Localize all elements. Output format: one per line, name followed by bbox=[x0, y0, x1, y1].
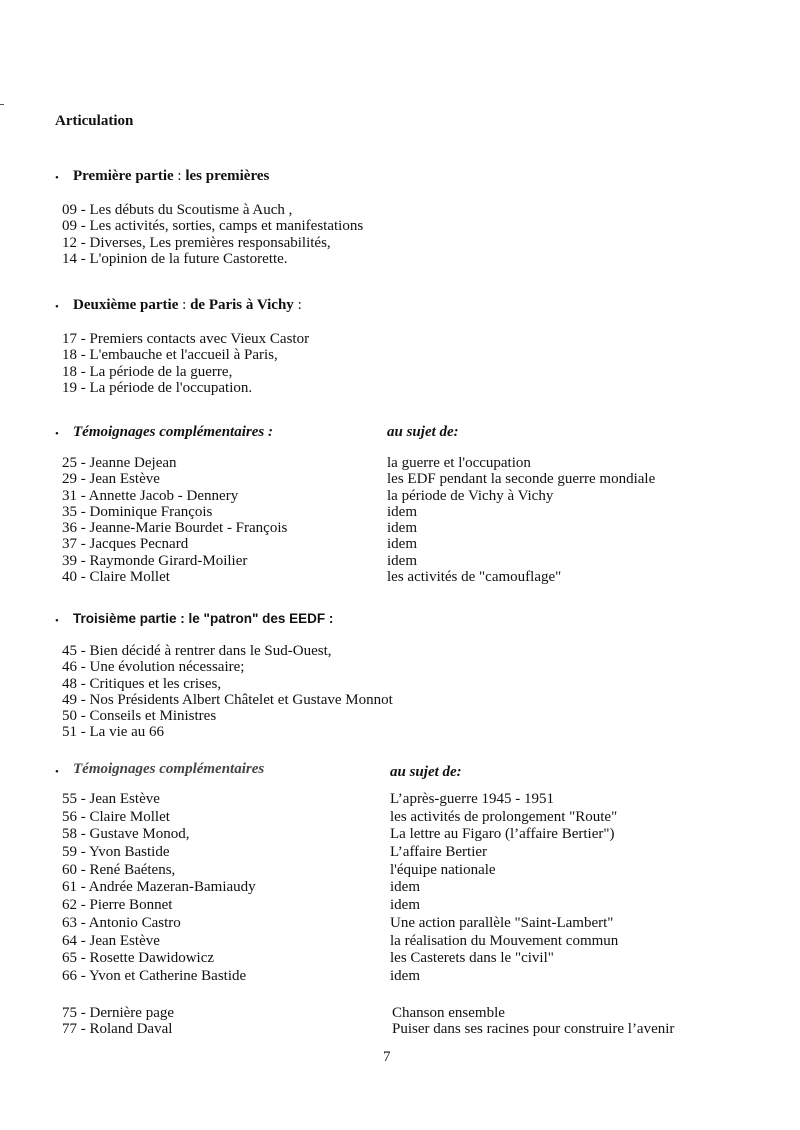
table-row-subject: les EDF pendant la seconde guerre mondiale bbox=[387, 471, 656, 488]
list-item: 18 - La période de la guerre, bbox=[62, 363, 233, 380]
page-number: 7 bbox=[383, 1049, 391, 1065]
table-row-name: 35 - Dominique François bbox=[62, 503, 213, 520]
list-item: 12 - Diverses, Les premières responsabilités, bbox=[62, 234, 331, 251]
section-heading-temoignages2 bbox=[73, 761, 264, 778]
table-row-name: 39 - Raymonde Girard-Moilier bbox=[62, 552, 248, 569]
table-row-subject: idem bbox=[390, 967, 420, 984]
part3-list bbox=[62, 643, 393, 741]
table-row-subject: la guerre et l'occupation bbox=[387, 455, 531, 471]
table-row-name: 60 - René Baétens, bbox=[62, 861, 176, 878]
table-row-subject: les activités de "camouflage" bbox=[387, 569, 562, 586]
table-row-name: 29 - Jean Estève bbox=[62, 471, 160, 488]
table-row-name: 36 - Jeanne-Marie Bourdet - François bbox=[62, 520, 288, 537]
temoignages1-names bbox=[62, 455, 287, 585]
bullet-icon: • bbox=[55, 428, 59, 440]
table-row-subject: idem bbox=[387, 520, 417, 537]
part1-list bbox=[62, 202, 363, 267]
list-item: 50 - Conseils et Ministres bbox=[62, 708, 217, 725]
table-row-subject: Une action parallèle "Saint-Lambert" bbox=[390, 914, 614, 931]
temoignages1-heading: Témoignages complémentaires : bbox=[73, 424, 273, 440]
table-row-name: 61 - Andrée Mazeran-Bamiaudy bbox=[62, 879, 256, 896]
table-row-name: 75 - Dernière page bbox=[62, 1005, 175, 1021]
table-row-name: 59 - Yvon Bastide bbox=[62, 844, 170, 861]
table-row-name: 64 - Jean Estève bbox=[62, 932, 160, 949]
part2-tail: : bbox=[293, 297, 302, 313]
table-row-subject: l'équipe nationale bbox=[390, 861, 496, 878]
table-row-name: 58 - Gustave Monod, bbox=[62, 826, 190, 843]
table-row-subject: L’affaire Bertier bbox=[390, 844, 488, 861]
subject-heading-1 bbox=[387, 424, 459, 441]
temoignages2-right-heading: au sujet de: bbox=[390, 764, 462, 780]
bullet-icon: • bbox=[55, 301, 59, 313]
table-row-subject: la réalisation du Mouvement commun bbox=[390, 932, 619, 949]
temoignages2-subjects bbox=[390, 791, 618, 986]
list-item: 19 - La période de l'occupation. bbox=[62, 379, 253, 396]
bullet-icon: • bbox=[55, 615, 59, 627]
table-row-subject: les activités de prolongement "Route" bbox=[390, 808, 618, 825]
subject-heading-2 bbox=[390, 764, 462, 781]
table-row-subject: L’après-guerre 1945 - 1951 bbox=[390, 791, 554, 807]
table-row-name: 62 - Pierre Bonnet bbox=[62, 897, 173, 914]
table-row-name: 66 - Yvon et Catherine Bastide bbox=[62, 967, 247, 984]
table-row-subject: idem bbox=[387, 536, 417, 553]
part1-heading: Première partie bbox=[73, 168, 174, 184]
table-row-name: 37 - Jacques Pecnard bbox=[62, 536, 189, 553]
table-row-subject: idem bbox=[387, 503, 417, 520]
table-row-subject: La lettre au Figaro (l’affaire Bertier") bbox=[390, 826, 615, 843]
table-row-name: 65 - Rosette Dawidowicz bbox=[62, 950, 215, 967]
section-heading-part3: Troisième partie : le "patron" des EEDF : bbox=[73, 611, 334, 626]
temoignages2-heading: Témoignages complémentaires bbox=[73, 761, 265, 777]
section-heading-part1 bbox=[73, 168, 269, 185]
table-row-subject: Chanson ensemble bbox=[392, 1005, 505, 1021]
table-row-name: 63 - Antonio Castro bbox=[62, 914, 181, 931]
part2-heading: Deuxième partie bbox=[73, 297, 179, 313]
list-item: 09 - Les activités, sorties, camps et manifestations bbox=[62, 218, 364, 235]
table-row-subject: la période de Vichy à Vichy bbox=[387, 487, 554, 504]
temoignages1-subjects bbox=[387, 455, 655, 585]
list-item: 17 - Premiers contacts avec Vieux Castor bbox=[62, 331, 310, 347]
list-item: 09 - Les débuts du Scoutisme à Auch , bbox=[62, 202, 293, 218]
list-item: 49 - Nos Présidents Albert Châtelet et Gustave Monnot bbox=[62, 691, 393, 708]
part1-sep: : bbox=[173, 168, 186, 184]
list-item: 14 - L'opinion de la future Castorette. bbox=[62, 250, 288, 267]
list-item: 45 - Bien décidé à rentrer dans le Sud-Ouest, bbox=[62, 643, 332, 659]
table-row-subject: les Casterets dans le "civil" bbox=[390, 950, 554, 967]
table-row-subject: idem bbox=[387, 552, 417, 569]
bullet-icon: • bbox=[55, 766, 59, 778]
table-row-name: 56 - Claire Mollet bbox=[62, 808, 170, 825]
part2-subtitle: de Paris à Vichy bbox=[190, 297, 294, 313]
section-heading-part2 bbox=[73, 297, 302, 314]
section-heading-temoignages1 bbox=[73, 424, 273, 441]
list-item: 51 - La vie au 66 bbox=[62, 724, 165, 741]
final-subjects bbox=[392, 1005, 674, 1038]
table-row-name: 31 - Annette Jacob - Dennery bbox=[62, 487, 239, 504]
table-row-subject: idem bbox=[390, 897, 420, 914]
list-item: 18 - L'embauche et l'accueil à Paris, bbox=[62, 347, 278, 364]
table-row-name: 77 - Roland Daval bbox=[62, 1021, 173, 1038]
part2-list bbox=[62, 331, 309, 396]
temoignages1-right-heading: au sujet de: bbox=[387, 424, 459, 440]
table-row-name: 40 - Claire Mollet bbox=[62, 569, 170, 586]
part1-subtitle: les premières bbox=[185, 168, 270, 184]
table-row-name: 55 - Jean Estève bbox=[62, 791, 160, 807]
table-row-name: 25 - Jeanne Dejean bbox=[62, 455, 177, 471]
table-row-subject: Puiser dans ses racines pour construire l’avenir bbox=[392, 1021, 675, 1038]
table-row-subject: idem bbox=[390, 879, 420, 896]
page-title: Articulation bbox=[55, 113, 134, 129]
list-item: 48 - Critiques et les crises, bbox=[62, 675, 222, 692]
bullet-icon: • bbox=[55, 172, 59, 184]
part2-sep: : bbox=[178, 297, 191, 313]
temoignages2-names bbox=[62, 791, 256, 986]
list-item: 46 - Une évolution nécessaire; bbox=[62, 659, 245, 676]
final-names bbox=[62, 1005, 174, 1038]
margin-mark bbox=[0, 104, 4, 105]
